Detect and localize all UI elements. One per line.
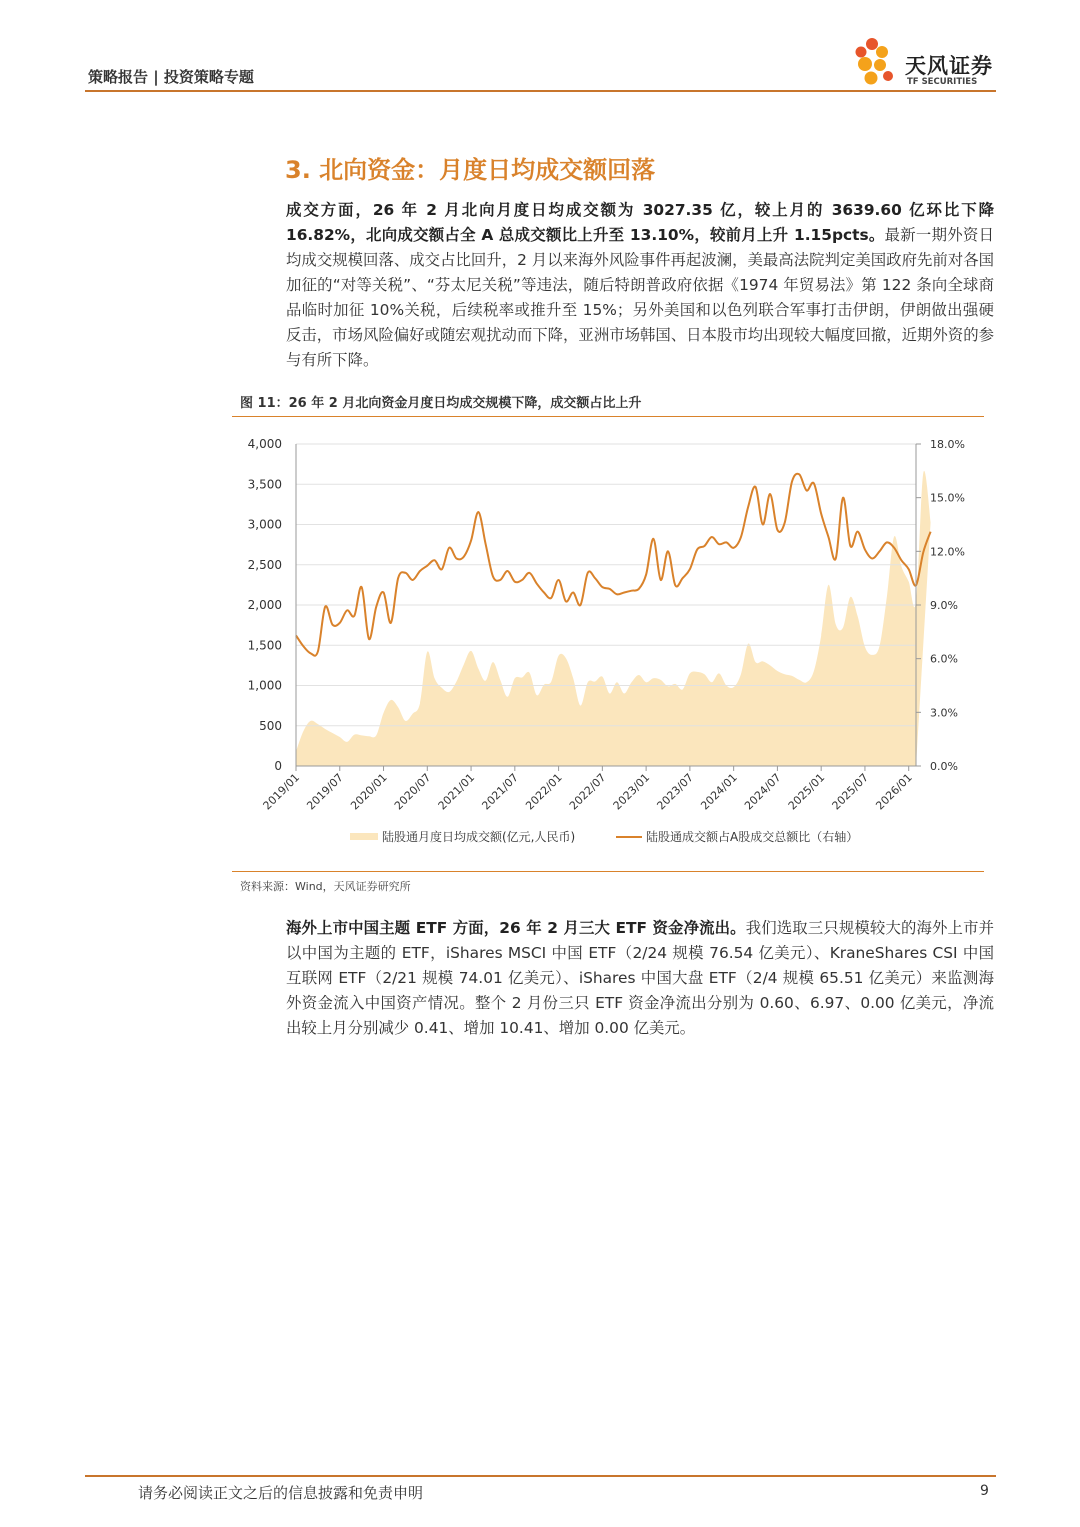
x-tick-label: 2024/07 [742,770,784,813]
x-tick-label: 2019/01 [260,770,303,813]
x-tick-label: 2026/01 [873,770,915,813]
brand-logo-icon [852,36,904,90]
legend-line-label: 陆股通成交额占A股成交总额比（右轴） [646,830,859,844]
x-tick-label: 2025/01 [785,770,828,813]
y-left-tick-label: 2,000 [247,598,282,612]
footer-rule [85,1475,996,1477]
y-left-tick-label: 500 [259,718,282,733]
y-right-tick-label: 0.0% [930,760,958,773]
figure-source: 资料来源：Wind，天风证券研究所 [240,880,411,893]
figure-title: 图 11：26 年 2 月北向资金月度日均成交规模下降，成交额占比上升 [240,396,642,411]
x-tick-label: 2019/07 [304,770,346,813]
x-tick-label: 2023/07 [654,770,697,813]
paragraph-trading [286,198,994,373]
x-tick-label: 2023/01 [610,770,653,813]
x-tick-label: 2021/01 [435,770,478,813]
header-rule [85,90,996,92]
y-left-tick-label: 4,000 [247,437,282,451]
y-right-tick-label: 15.0% [930,491,965,505]
x-tick-label: 2025/07 [829,770,872,813]
x-tick-label: 2024/01 [698,770,740,813]
y-left-tick-label: 3,000 [247,517,282,532]
x-tick-label: 2021/07 [479,770,521,813]
paragraph-etf-lead: 海外上市中国主题 ETF 方面，26 年 2 月三大 ETF 资金净流出。 [286,919,746,937]
y-right-tick-label: 18.0% [930,438,965,451]
footer-disclaimer: 请务必阅读正文之后的信息披露和免责申明 [138,1484,424,1502]
paragraph-etf [286,916,994,1041]
section-title: 3. 北向资金：月度日均成交额回落 [285,156,656,184]
y-left-tick-label: 1,000 [247,678,282,693]
page-number: 9 [980,1483,989,1499]
y-right-tick-label: 6.0% [930,652,958,666]
y-right-tick-label: 3.0% [930,706,958,720]
y-left-tick-label: 0 [274,759,282,773]
y-left-tick-label: 3,500 [247,477,282,492]
paragraph-etf-body: 我们选取三只规模较大的海外上市并以中国为主题的 ETF，iShares MSCI 中国 ETF（2/24 规模 76.54 亿美元）、KraneShares CSI 中国互联网 ETF（2/21 规模 74.01 亿美元）、iShares 中国大盘 ETF（2/4 规模 65.51 亿美元）来监测海外资金流入中国资产情况。整个 2 月份三只 ETF 资金净流出分别为 0.60、6.97、0.00 亿美元，净流出较上月分别减少 0.41、增加 10.41、增加 0.00 亿美元。 [286,919,994,1037]
brand-subtitle: TF SECURITIES [907,77,978,87]
x-tick-label: 2022/07 [566,770,609,813]
y-left-tick-label: 1,500 [247,638,282,653]
figure-bottom-rule [232,871,984,872]
legend-area-label: 陆股通月度日均成交额(亿元,人民币) [382,830,576,844]
y-left-tick-label: 2,500 [247,557,282,572]
paragraph-trading-body: 最新一期外资日均成交规模回落、成交占比回升，2 月以来海外风险事件再起波澜，美最高法院判定美国政府先前对各国加征的“对等关税”、“芬太尼关税”等违法，随后特朗普政府依据《1974 年贸易法》第 122 条向全球商品临时加征 10%关税，后续税率或推升至 15%；另外美国和以色列联合军事打击伊朗，伊朗做出强硬反击，市场风险偏好或随宏观扰动而下降，亚洲市场韩国、日本股市均出现较大幅度回撤，近期外资的参与有所下降。 [286,226,994,369]
x-tick-label: 2022/01 [523,770,565,813]
northbound-chart [232,420,984,868]
figure-top-rule [232,416,984,417]
brand-name: 天风证券 [905,54,993,78]
report-header-label: 策略报告 | 投资策略专题 [88,68,254,86]
paragraph-trading-lead: 成交方面，26 年 2 月北向月度日均成交额为 3027.35 亿，较上月的 3639.60 亿环比下降 16.82%，北向成交额占全 A 总成交额比上升至 13.10%，较前月上升 1.15pcts。 [286,201,994,244]
x-tick-label: 2020/07 [391,770,434,813]
legend-area-swatch [350,833,378,840]
x-tick-label: 2020/01 [348,770,390,813]
y-right-tick-label: 9.0% [930,599,958,612]
y-right-tick-label: 12.0% [930,545,965,559]
